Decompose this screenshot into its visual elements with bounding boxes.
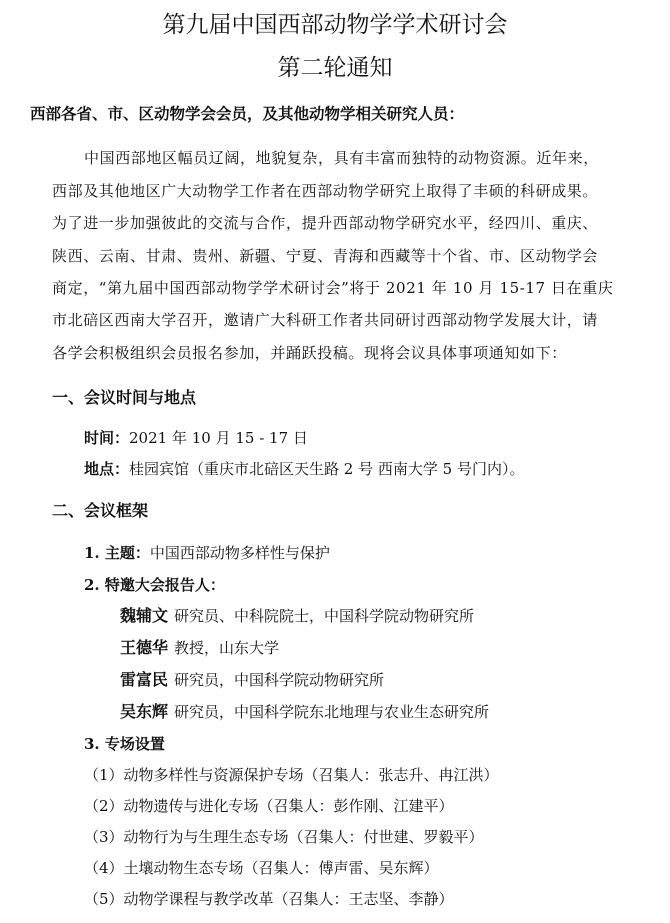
- speaker-name: 魏辅文: [120, 606, 169, 625]
- time-label: 时间：: [84, 429, 130, 447]
- meeting-place: [84, 458, 524, 480]
- intro-line: 中国西部地区幅员辽阔，地貌复杂，具有丰富而独特的动物资源。近年来，: [84, 149, 599, 167]
- theme-value: 中国西部动物多样性与保护: [149, 544, 330, 562]
- speaker-name: 王德华: [120, 638, 169, 657]
- intro-line: 西部及其他地区广大动物学工作者在西部动物学研究上取得了丰硕的科研成果。: [52, 182, 599, 200]
- speaker-row: [120, 605, 474, 627]
- session-item: （4）土壤动物生态专场（召集人：傅声雷、吴东辉）: [84, 859, 439, 877]
- speaker-info: 教授，山东大学: [174, 639, 280, 657]
- speaker-info: 研究员，中国科学院动物研究所: [174, 671, 385, 689]
- salutation: 西部各省、市、区动物学会会员，及其他动物学相关研究人员：: [30, 104, 465, 123]
- speaker-name: 吴东辉: [120, 702, 169, 721]
- section-heading-time-place: 一、会议时间与地点: [52, 388, 197, 407]
- intro-line: 陕西、云南、甘肃、贵州、新疆、宁夏、青海和西藏等十个省、市、区动物学会: [52, 247, 599, 265]
- intro-line: 商定，“第九届中国西部动物学学术研讨会”将于 2021 年 10 月 15-17 日在重庆: [52, 279, 614, 297]
- intro-line: 各学会积极组织会员报名参加，并踊跃投稿。现将会议具体事项通知如下：: [52, 344, 567, 362]
- place-value: 桂园宾馆（重庆市北碚区天生路 2 号 西南大学 5 号门内）。: [129, 460, 525, 478]
- speaker-row: [120, 701, 489, 723]
- document-title: 第九届中国西部动物学学术研讨会: [162, 12, 508, 38]
- document-subtitle: 第二轮通知: [277, 55, 393, 81]
- speaker-row: [120, 669, 384, 691]
- session-item: （5）动物学课程与教学改革（召集人：王志坚、李静）: [84, 890, 454, 908]
- intro-line: 市北碚区西南大学召开，邀请广大科研工作者共同研讨西部动物学发展大计，请: [52, 311, 599, 329]
- speaker-name: 雷富民: [120, 670, 169, 689]
- session-item: （2）动物遗传与进化专场（召集人：彭作刚、江建平）: [84, 797, 454, 815]
- theme-label: 1. 主题：: [84, 544, 150, 562]
- speaker-info: 研究员，中国科学院东北地理与农业生态研究所: [174, 703, 490, 721]
- theme: [84, 542, 330, 564]
- speaker-row: [120, 637, 279, 659]
- session-item: （3）动物行为与生理生态专场（召集人：付世建、罗毅平）: [84, 828, 484, 846]
- intro-line: 为了进一步加强彼此的交流与合作，提升西部动物学研究水平，经四川、重庆、: [52, 214, 599, 232]
- place-label: 地点：: [84, 460, 130, 478]
- speaker-info: 研究员、中科院院士，中国科学院动物研究所: [174, 607, 475, 625]
- section-heading-framework: 二、会议框架: [52, 501, 149, 520]
- sessions-heading: 3. 专场设置: [84, 735, 165, 753]
- speakers-heading: 2. 特邀大会报告人：: [84, 576, 225, 594]
- meeting-time: [84, 427, 308, 449]
- time-value: 2021 年 10 月 15 - 17 日: [129, 429, 308, 447]
- session-item: （1）动物多样性与资源保护专场（召集人：张志升、冉江洪）: [84, 766, 499, 784]
